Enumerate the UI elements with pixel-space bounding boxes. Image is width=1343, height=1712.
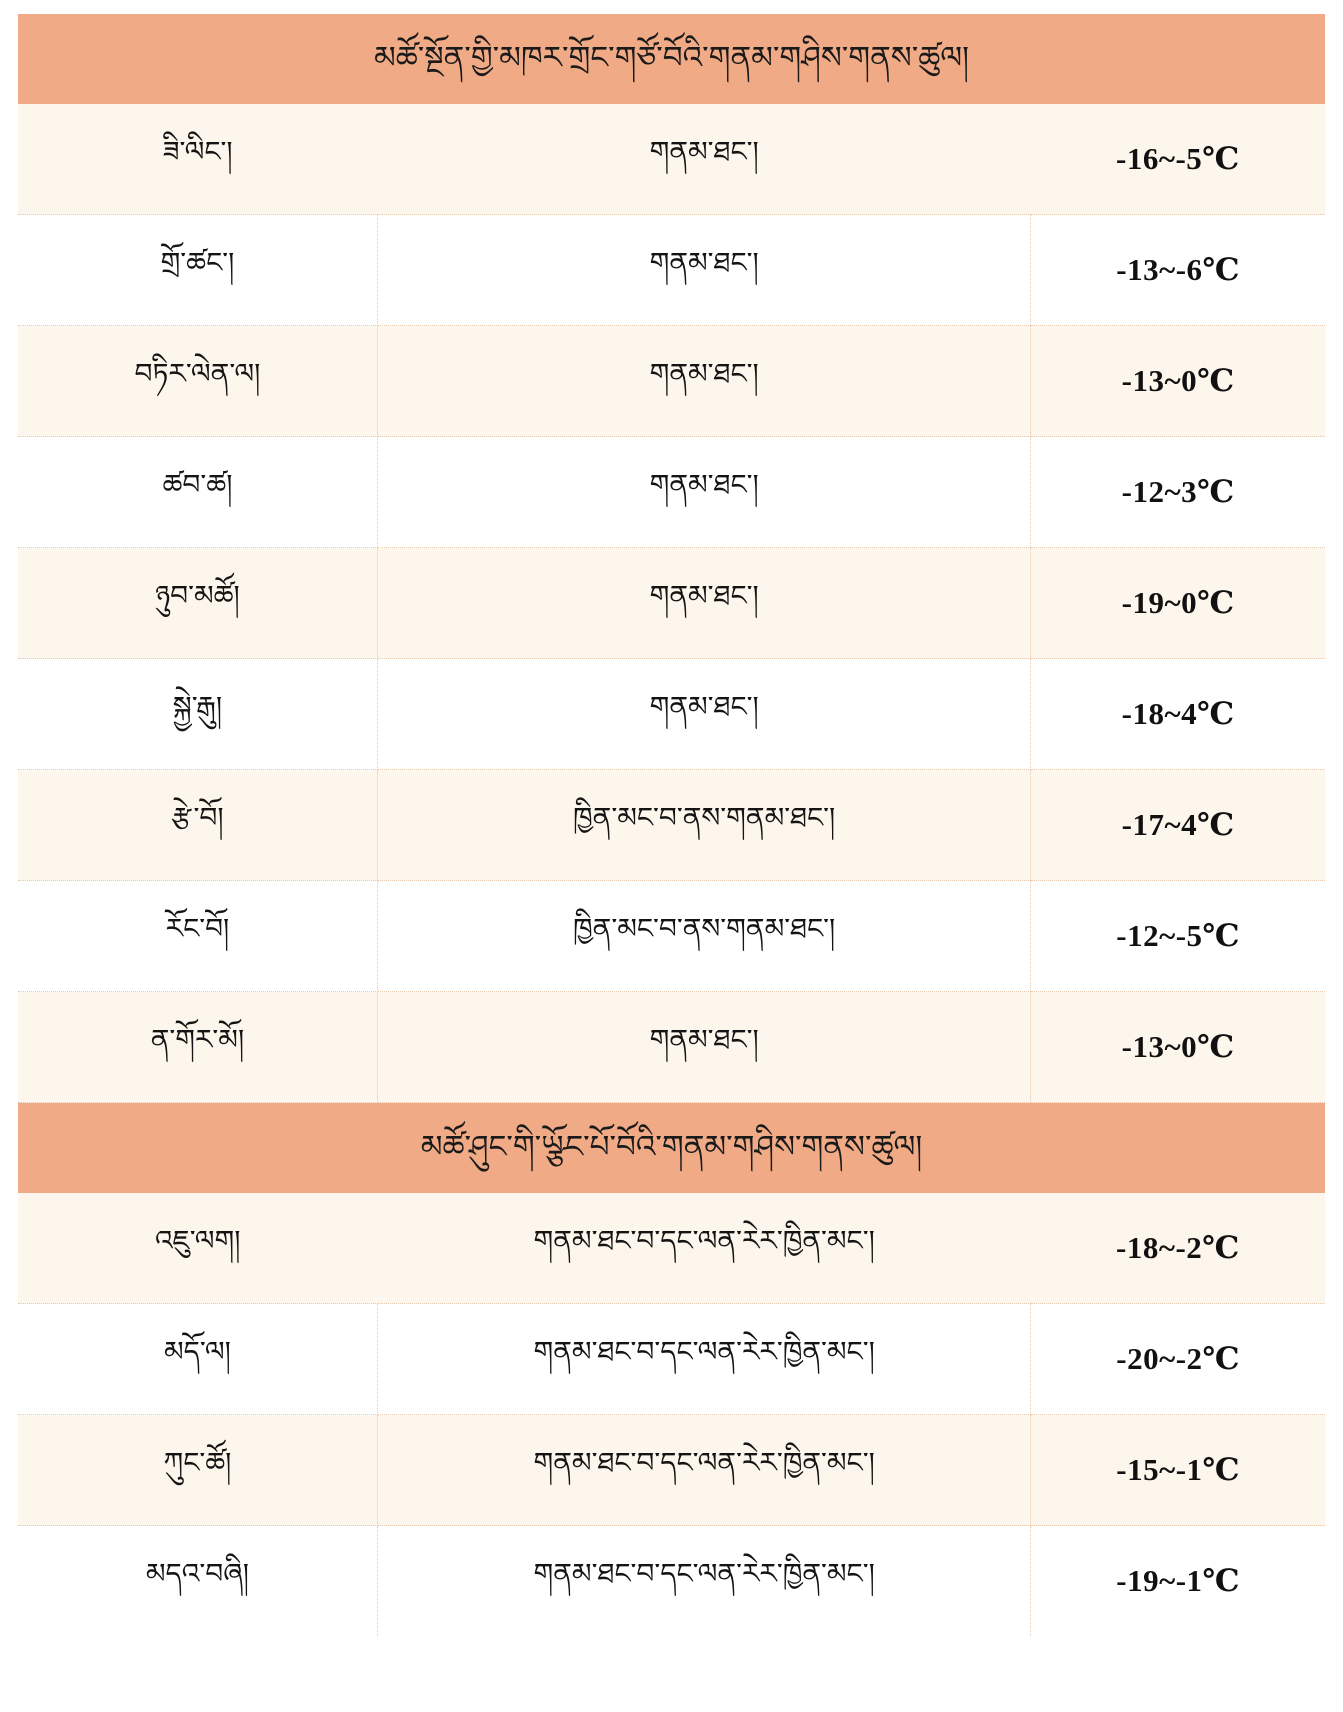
cell-place: ཉུབ་མཚོ། bbox=[18, 548, 377, 659]
cell-place: འཇུ་ལག། bbox=[18, 1193, 377, 1304]
cell-place: སྐྱེ་རྒུ། bbox=[18, 659, 377, 770]
cell-temperature: -13~0℃ bbox=[1031, 992, 1325, 1103]
table-row bbox=[18, 881, 1325, 992]
weather-table bbox=[18, 14, 1325, 1636]
cell-temperature: -18~4℃ bbox=[1031, 659, 1325, 770]
cell-condition: གནམ་ཐང་། bbox=[377, 326, 1031, 437]
table-row bbox=[18, 1526, 1325, 1637]
cell-condition: གནམ་ཐང་། bbox=[377, 548, 1031, 659]
table-row bbox=[18, 1415, 1325, 1526]
section-title: མཚོ་སྔོན་གྱི་མཁར་གྲོང་གཙོ་བོའི་གནམ་གཤིས་གནས་ཚུལ། bbox=[373, 40, 970, 77]
cell-place: ན་གོར་མོ། bbox=[18, 992, 377, 1103]
cell-temperature: -15~-1℃ bbox=[1031, 1415, 1325, 1526]
cell-temperature: -20~-2℃ bbox=[1031, 1304, 1325, 1415]
cell-condition: གནམ་ཐང་བ་དང་ལན་རེར་ཁྱིན་མང་། bbox=[377, 1526, 1031, 1637]
cell-condition: གནམ་ཐང་བ་དང་ལན་རེར་ཁྱིན་མང་། bbox=[377, 1415, 1031, 1526]
table-row bbox=[18, 548, 1325, 659]
cell-temperature: -12~-5℃ bbox=[1031, 881, 1325, 992]
cell-condition: ཁྱིན་མང་བ་ནས་གནམ་ཐང་། bbox=[377, 770, 1031, 881]
table-row bbox=[18, 215, 1325, 326]
cell-place: ཟི་ལིང་། bbox=[18, 104, 377, 215]
cell-place: ཀུང་ཚོ། bbox=[18, 1415, 377, 1526]
section-header-row bbox=[18, 14, 1325, 104]
cell-temperature: -13~0℃ bbox=[1031, 326, 1325, 437]
cell-place: རྩེ་བོ། bbox=[18, 770, 377, 881]
table-row bbox=[18, 992, 1325, 1103]
section-header-cell bbox=[18, 1103, 1325, 1194]
cell-condition: གནམ་ཐང་བ་དང་ལན་རེར་ཁྱིན་མང་། bbox=[377, 1193, 1031, 1304]
cell-place: ཚབ་ཚ། bbox=[18, 437, 377, 548]
cell-temperature: -13~-6℃ bbox=[1031, 215, 1325, 326]
cell-temperature: -12~3℃ bbox=[1031, 437, 1325, 548]
cell-condition: གནམ་ཐང་། bbox=[377, 992, 1031, 1103]
table-row bbox=[18, 1304, 1325, 1415]
cell-place: རོང་བོ། bbox=[18, 881, 377, 992]
table-row bbox=[18, 437, 1325, 548]
cell-place: གྲོ་ཚང་། bbox=[18, 215, 377, 326]
cell-temperature: -19~-1℃ bbox=[1031, 1526, 1325, 1637]
cell-temperature: -16~-5℃ bbox=[1031, 104, 1325, 215]
section-header-cell bbox=[18, 14, 1325, 104]
table-row bbox=[18, 770, 1325, 881]
table-row bbox=[18, 104, 1325, 215]
cell-condition: གནམ་ཐང་བ་དང་ལན་རེར་ཁྱིན་མང་། bbox=[377, 1304, 1031, 1415]
cell-condition: གནམ་ཐང་། bbox=[377, 659, 1031, 770]
cell-temperature: -19~0℃ bbox=[1031, 548, 1325, 659]
cell-place: མདའ་བཞི། bbox=[18, 1526, 377, 1637]
cell-place: མདོ་ལ། bbox=[18, 1304, 377, 1415]
cell-condition: གནམ་ཐང་། bbox=[377, 437, 1031, 548]
table-row bbox=[18, 659, 1325, 770]
section-title: མཚོ་ཤུང་གི་ཡྩོང་པོ་བོའི་གནམ་གཤིས་གནས་ཚུལ། bbox=[420, 1129, 923, 1166]
section-header-row bbox=[18, 1103, 1325, 1194]
table-row bbox=[18, 326, 1325, 437]
table-row bbox=[18, 1193, 1325, 1304]
cell-temperature: -17~4℃ bbox=[1031, 770, 1325, 881]
cell-condition: གནམ་ཐང་། bbox=[377, 104, 1031, 215]
cell-condition: གནམ་ཐང་། bbox=[377, 215, 1031, 326]
cell-condition: ཁྱིན་མང་བ་ནས་གནམ་ཐང་། bbox=[377, 881, 1031, 992]
cell-temperature: -18~-2℃ bbox=[1031, 1193, 1325, 1304]
cell-place: བཏིར་ལེན་ལ། bbox=[18, 326, 377, 437]
